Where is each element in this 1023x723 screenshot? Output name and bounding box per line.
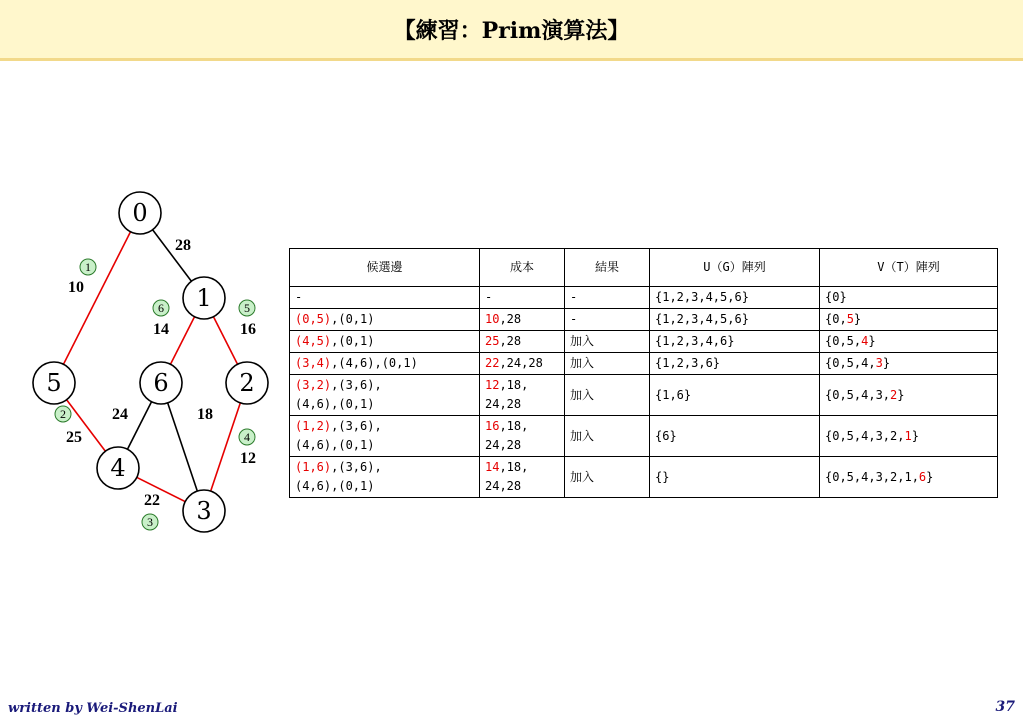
edge-weight-2-1: 16 <box>240 321 256 338</box>
cell-v-array: {0,5,4,3} <box>820 353 998 375</box>
header-u-array: U（G）陣列 <box>650 249 820 287</box>
node-label-1: 1 <box>196 284 212 312</box>
cell-v-array: {0} <box>820 287 998 309</box>
cell-v-array: {0,5,4,3,2,1,6} <box>820 457 998 498</box>
cell-v-array: {0,5,4,3,2} <box>820 375 998 416</box>
cell-result: 加入 <box>565 331 650 353</box>
table-row <box>290 375 998 416</box>
table-row <box>290 416 998 457</box>
order-badge-label: 1 <box>85 260 91 274</box>
table-row <box>290 309 998 331</box>
cell-u-array: {1,2,3,4,5,6} <box>650 309 820 331</box>
graph-edges <box>54 213 247 511</box>
edge-weight-6-3: 18 <box>197 406 213 423</box>
header-v-array: V（T）陣列 <box>820 249 998 287</box>
node-label-5: 5 <box>46 369 62 397</box>
graph-nodes <box>33 192 268 532</box>
table-row <box>290 457 998 498</box>
node-label-3: 3 <box>196 497 212 525</box>
order-badge-label: 3 <box>147 515 153 529</box>
cell-result: 加入 <box>565 353 650 375</box>
table-header-row <box>290 249 998 287</box>
cell-v-array: {0,5,4} <box>820 331 998 353</box>
header-result: 結果 <box>565 249 650 287</box>
order-badge-label: 2 <box>60 407 66 421</box>
cell-v-array: {0,5,4,3,2,1} <box>820 416 998 457</box>
author-credit: written by Wei-ShenLai <box>8 701 178 716</box>
cell-u-array: {1,6} <box>650 375 820 416</box>
cell-candidates: (3,4),(4,6),(0,1) <box>290 353 480 375</box>
edge-weight-0-1: 28 <box>175 237 191 254</box>
order-badge-label: 5 <box>244 301 250 315</box>
prim-graph <box>0 0 300 560</box>
cell-candidates: (1,6),(3,6), (4,6),(0,1) <box>290 457 480 498</box>
cell-result: - <box>565 309 650 331</box>
edge-weight-4-3: 22 <box>144 492 160 509</box>
edge-weight-0-5: 10 <box>68 279 84 296</box>
cell-candidates: (3,2),(3,6), (4,6),(0,1) <box>290 375 480 416</box>
node-label-6: 6 <box>153 369 169 397</box>
cell-u-array: {6} <box>650 416 820 457</box>
cell-u-array: {1,2,3,6} <box>650 353 820 375</box>
edge-weight-5-4: 25 <box>66 429 82 446</box>
cell-u-array: {1,2,3,4,6} <box>650 331 820 353</box>
cell-cost: 16,18, 24,28 <box>480 416 565 457</box>
order-badge-label: 4 <box>244 430 250 444</box>
prim-table <box>289 248 998 498</box>
cell-cost: 10,28 <box>480 309 565 331</box>
cell-u-array: {} <box>650 457 820 498</box>
edge-weight-1-6: 14 <box>153 321 169 338</box>
header-candidates: 候選邊 <box>290 249 480 287</box>
node-label-4: 4 <box>110 454 126 482</box>
order-badge-label: 6 <box>158 301 164 315</box>
cell-u-array: {1,2,3,4,5,6} <box>650 287 820 309</box>
cell-result: 加入 <box>565 416 650 457</box>
node-label-0: 0 <box>132 199 148 227</box>
cell-candidates: (1,2),(3,6), (4,6),(0,1) <box>290 416 480 457</box>
cell-cost: 12,18, 24,28 <box>480 375 565 416</box>
edge-0-5 <box>54 213 140 383</box>
cell-v-array: {0,5} <box>820 309 998 331</box>
header-cost: 成本 <box>480 249 565 287</box>
table-row <box>290 331 998 353</box>
slide-title: 【練習：Prim演算法】 <box>393 18 630 44</box>
node-label-2: 2 <box>239 369 255 397</box>
cell-candidates: - <box>290 287 480 309</box>
cell-candidates: (4,5),(0,1) <box>290 331 480 353</box>
page-number: 37 <box>995 699 1015 715</box>
table-row <box>290 353 998 375</box>
edge-weight-6-4: 24 <box>112 406 128 423</box>
cell-result: 加入 <box>565 375 650 416</box>
table-row <box>290 287 998 309</box>
cell-candidates: (0,5),(0,1) <box>290 309 480 331</box>
cell-cost: 22,24,28 <box>480 353 565 375</box>
cell-cost: - <box>480 287 565 309</box>
cell-result: - <box>565 287 650 309</box>
edge-weight-3-2: 12 <box>240 450 256 467</box>
cell-cost: 14,18, 24,28 <box>480 457 565 498</box>
table-body <box>290 287 998 498</box>
cell-result: 加入 <box>565 457 650 498</box>
cell-cost: 25,28 <box>480 331 565 353</box>
